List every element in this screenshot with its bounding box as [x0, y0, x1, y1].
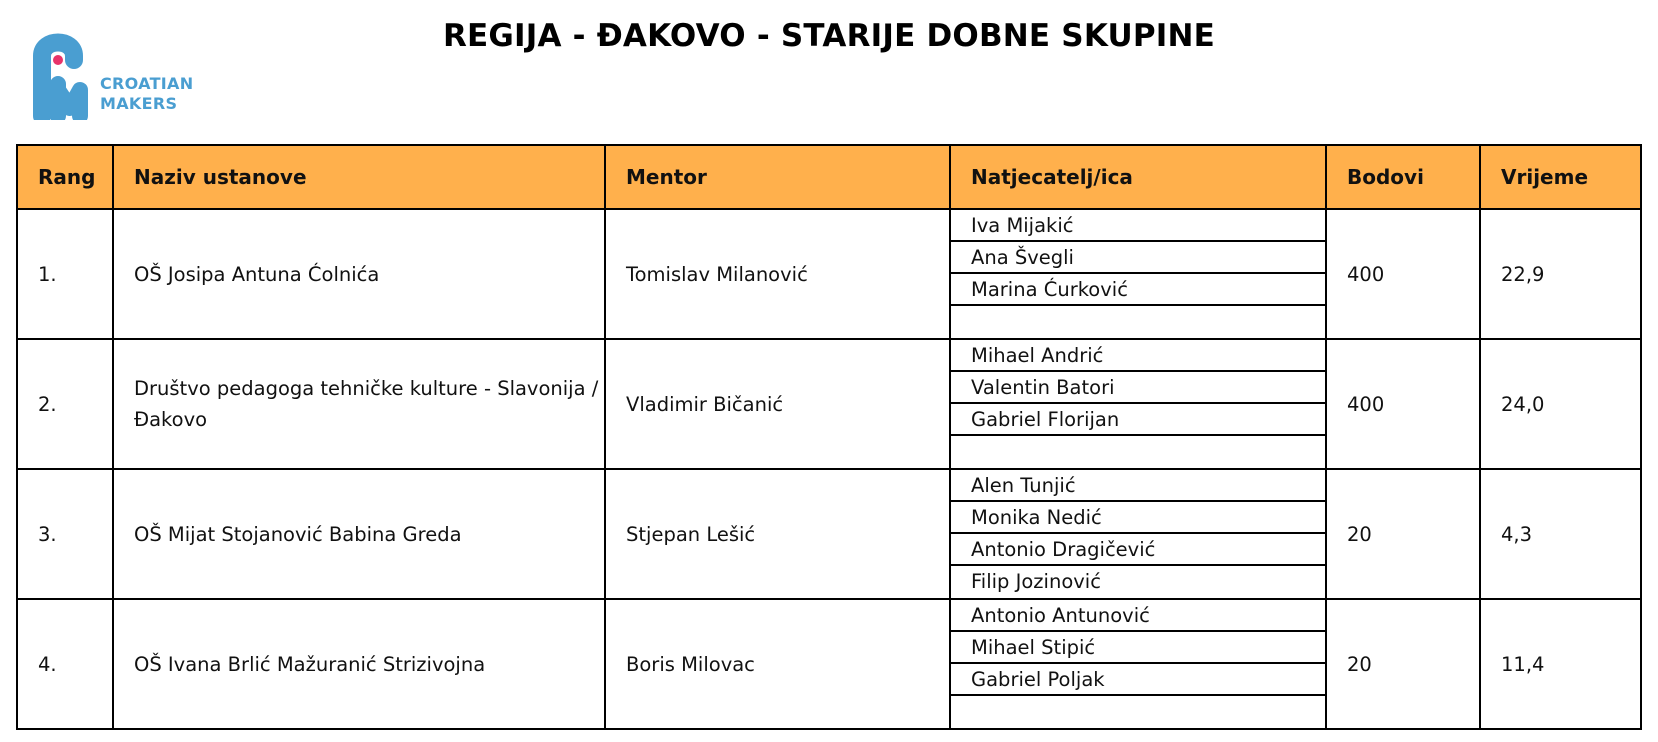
contestant-name: [951, 696, 1325, 728]
points-cell: 20: [1326, 469, 1480, 599]
institution-cell: OŠ Mijat Stojanović Babina Greda: [113, 469, 605, 599]
contestant-name: Iva Mijakić: [951, 210, 1325, 242]
rank-cell: 1.: [17, 209, 113, 339]
contestant-name: Antonio Antunović: [951, 600, 1325, 632]
points-cell: 20: [1326, 599, 1480, 729]
mentor-cell: Boris Milovac: [605, 599, 950, 729]
points-cell: 400: [1326, 209, 1480, 339]
contestant-name: Marina Ćurković: [951, 274, 1325, 306]
table-row: [17, 209, 1641, 339]
contestants-cell: [950, 469, 1326, 599]
mentor-cell: Tomislav Milanović: [605, 209, 950, 339]
contestant-name: Gabriel Florijan: [951, 404, 1325, 436]
mentor-cell: Vladimir Bičanić: [605, 339, 950, 469]
contestant-name: Alen Tunjić: [951, 470, 1325, 502]
time-cell: 11,4: [1480, 599, 1641, 729]
table-row: [17, 599, 1641, 729]
mentor-cell: Stjepan Lešić: [605, 469, 950, 599]
contestant-name: Mihael Stipić: [951, 632, 1325, 664]
logo-dot-icon: [53, 55, 63, 65]
results-table: [16, 144, 1642, 730]
table-row: [17, 339, 1641, 469]
institution-cell: Društvo pedagoga tehničke kulture - Slavonija / Đakovo: [113, 339, 605, 469]
logo-line-1: CROATIAN: [100, 74, 194, 93]
header-points: Bodovi: [1326, 145, 1480, 209]
header-time: Vrijeme: [1480, 145, 1641, 209]
contestants-cell: [950, 209, 1326, 339]
rank-cell: 2.: [17, 339, 113, 469]
rank-cell: 4.: [17, 599, 113, 729]
institution-cell: OŠ Ivana Brlić Mažuranić Strizivojna: [113, 599, 605, 729]
header-mentor: Mentor: [605, 145, 950, 209]
time-cell: 4,3: [1480, 469, 1641, 599]
contestant-name: Ana Švegli: [951, 242, 1325, 274]
time-cell: 24,0: [1480, 339, 1641, 469]
header-rank: Rang: [17, 145, 113, 209]
contestant-name: Mihael Andrić: [951, 340, 1325, 372]
logo-line-2: MAKERS: [100, 94, 178, 113]
contestant-name: Antonio Dragičević: [951, 534, 1325, 566]
contestant-name: Monika Nedić: [951, 502, 1325, 534]
contestant-name: [951, 436, 1325, 468]
logo-wordmark: [100, 74, 193, 114]
contestant-name: [951, 306, 1325, 338]
rank-cell: 3.: [17, 469, 113, 599]
contestants-cell: [950, 599, 1326, 729]
points-cell: 400: [1326, 339, 1480, 469]
contestant-name: Filip Jozinović: [971, 570, 1101, 593]
contestants-cell: [950, 339, 1326, 469]
header-institution: Naziv ustanove: [113, 145, 605, 209]
time-cell: 22,9: [1480, 209, 1641, 339]
institution-cell: OŠ Josipa Antuna Ćolnića: [113, 209, 605, 339]
contestant-name: Gabriel Poljak: [951, 664, 1325, 696]
table-row: [17, 469, 1641, 599]
header-row: [17, 145, 1641, 209]
page-title: REGIJA - ĐAKOVO - STARIJE DOBNE SKUPINE: [442, 18, 1216, 54]
header-contestants: Natjecatelj/ica: [950, 145, 1326, 209]
contestant-name: Valentin Batori: [951, 372, 1325, 404]
